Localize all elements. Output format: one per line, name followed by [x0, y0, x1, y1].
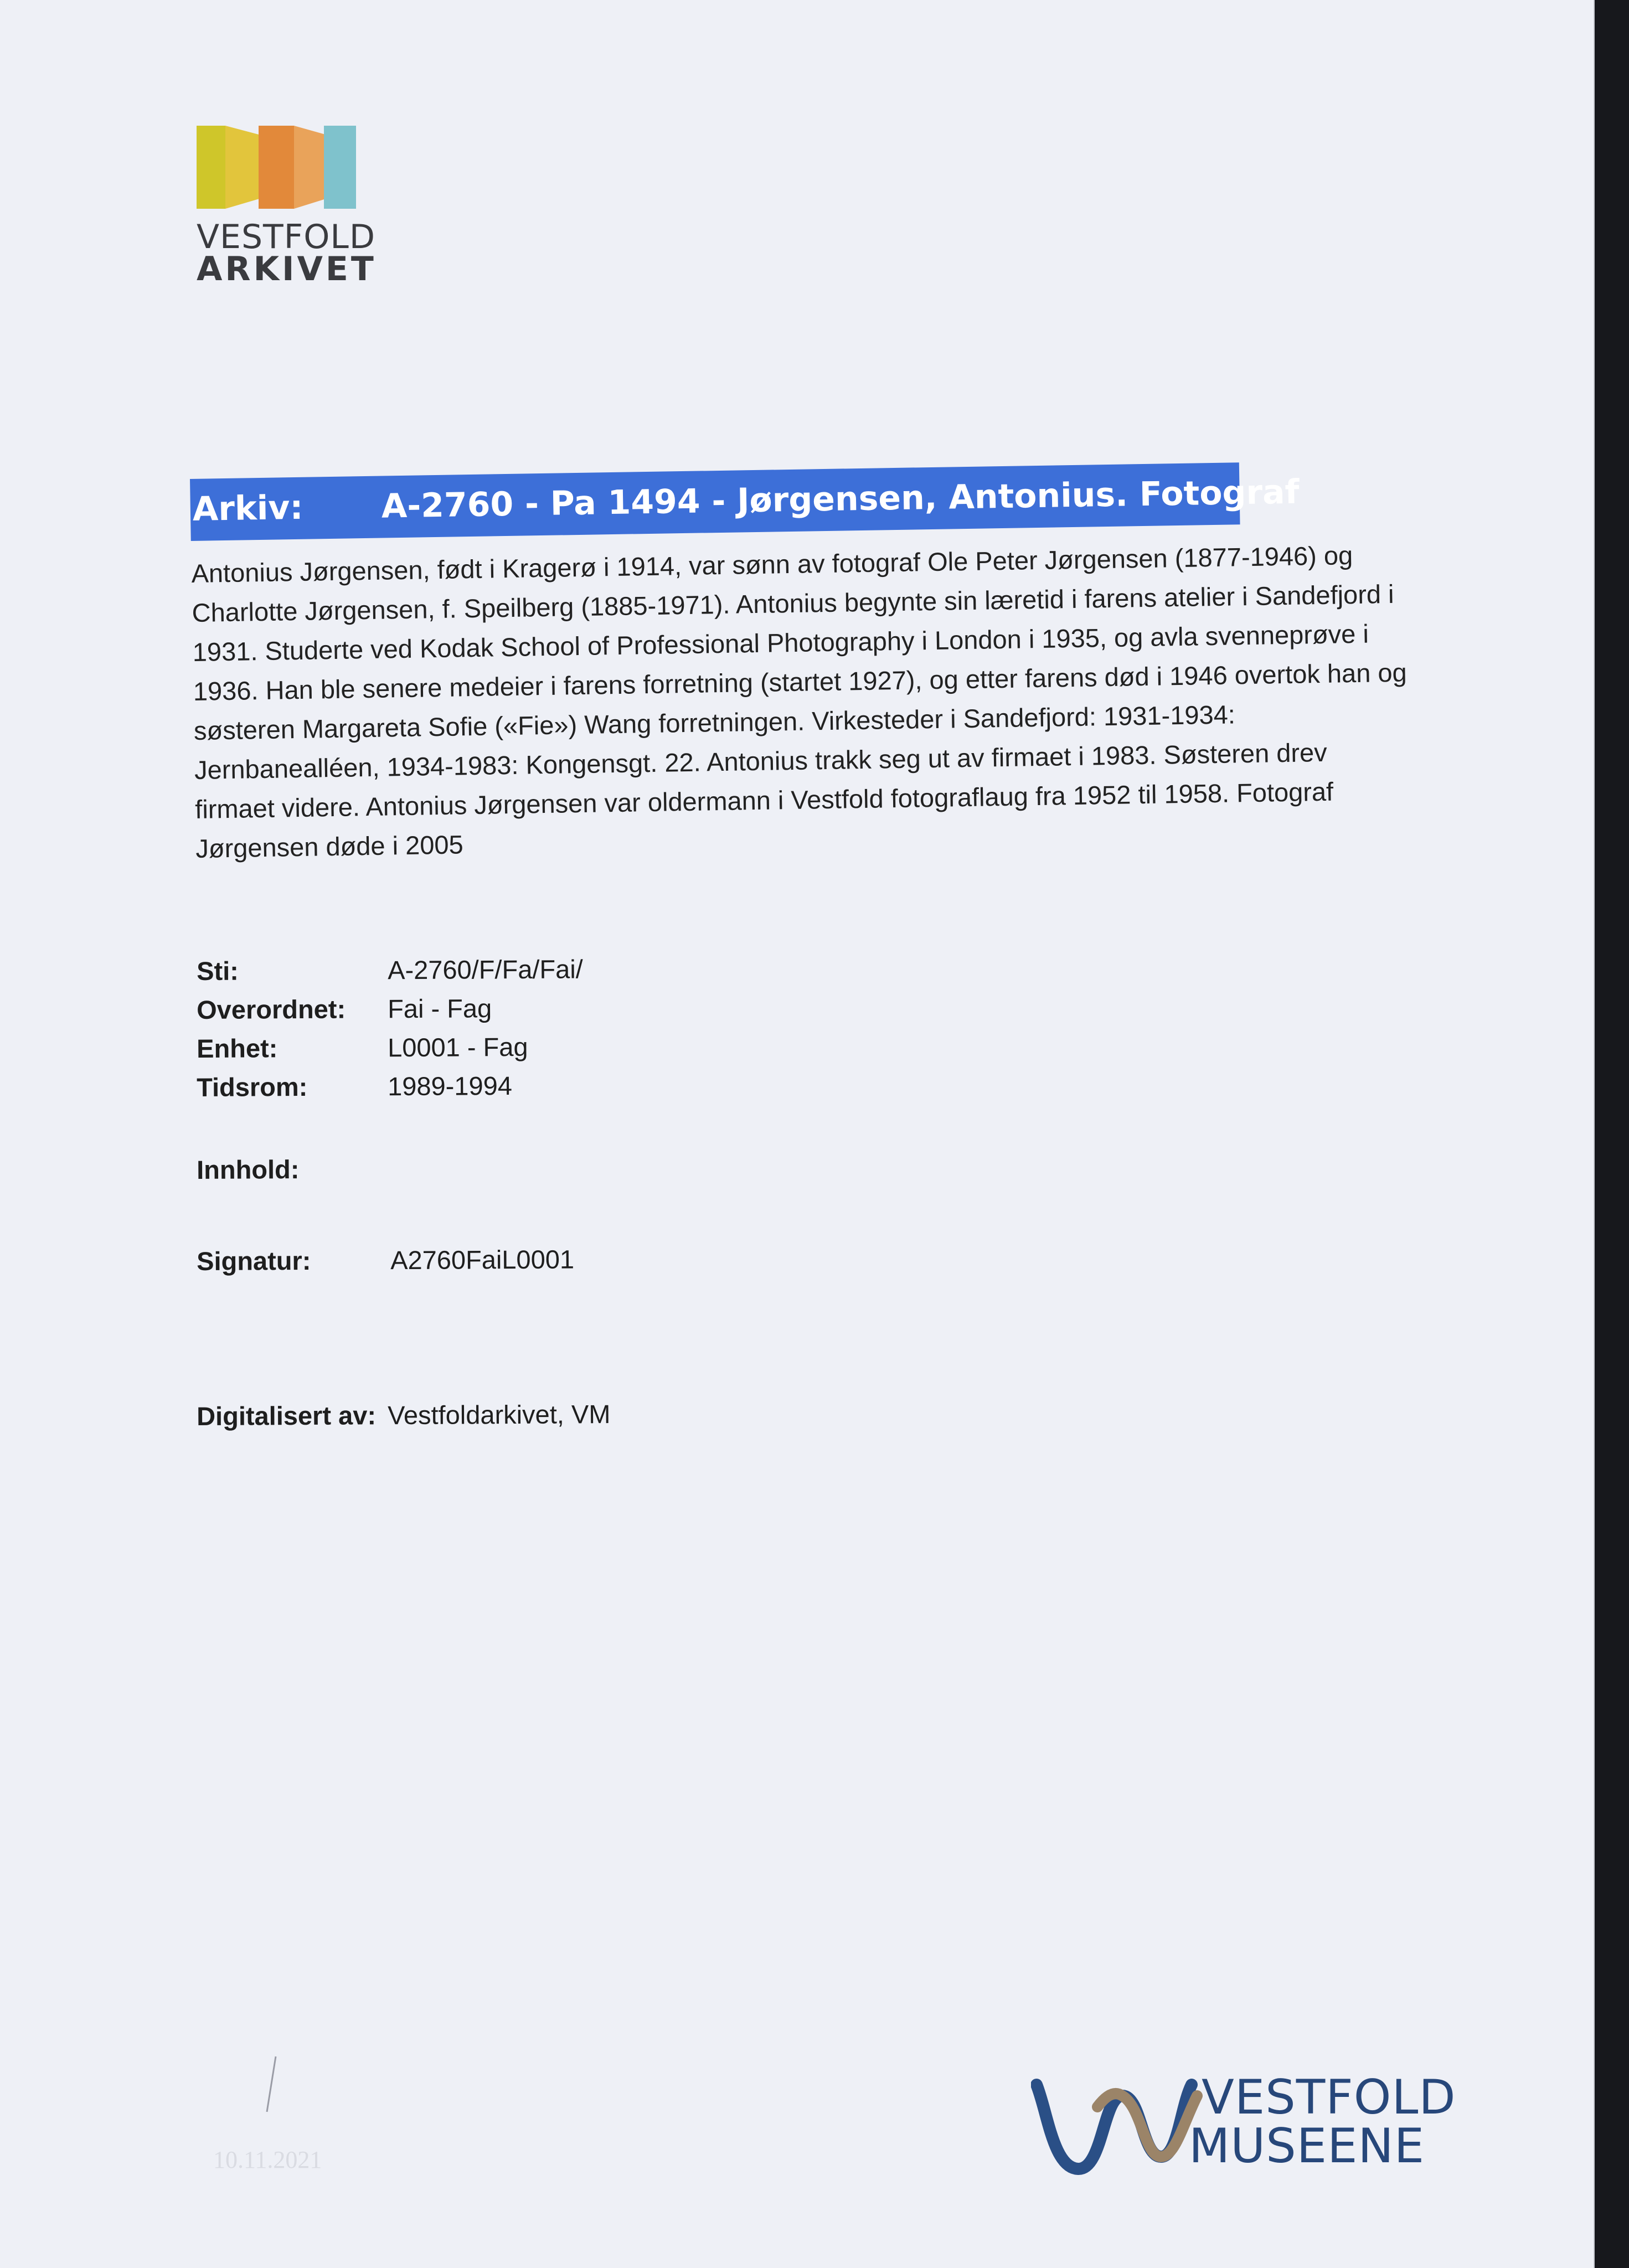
- logo-museene-text: MUSEENE: [1189, 2118, 1425, 2174]
- field-label: Overordnet:: [197, 994, 346, 1024]
- field-label: Innhold:: [197, 1154, 300, 1184]
- logo-line1: VESTFOLD: [197, 218, 376, 256]
- archive-description: Antonius Jørgensen, født i Kragerø i 1914, var sønn av fotograf Ole Peter Jørgensen (1877-1946) og Charlotte Jørgensen, f. Speilberg (1885-1971). Antonius begynte sin læretid i farens atelier i Sandefjord i 1931. Studerte ved Kodak School of Professional Photography i London i 1935, og avla svenneprøve i 1936. Han ble senere medeier i farens forretning (startet 1927), og etter farens død i 1946 overtok han og søsteren Margareta Sofie («Fie») Wang forretningen. Virkesteder i Sandefjord: 1931-1934: Jernbanealléen, 1934-1983: Kongensgt. 22. Antonius trakk seg ut av firmaet i 1983. Søsteren drev firmaet videre. Antonius Jørgensen var oldermann i Vestfold fotograflaug fra 1952 til 1958. Fotograf Jørgensen døde i 2005: [191, 540, 1408, 863]
- logo-bars-icon: [197, 125, 363, 213]
- field-value: Vestfoldarkivet, VM: [388, 1399, 611, 1430]
- archive-label: Arkiv:: [192, 488, 303, 529]
- logo-vestfold-text: VESTFOLD: [1202, 2070, 1456, 2125]
- vestfold-museene-logo: [1031, 2070, 1456, 2179]
- date-stamp: 10.11.2021: [213, 2146, 322, 2173]
- field-value: A-2760/F/Fa/Fai/: [388, 954, 583, 985]
- pen-mark-icon: [260, 2054, 282, 2115]
- field-label: Tidsrom:: [197, 1071, 308, 1102]
- field-label: Sti:: [197, 956, 239, 986]
- vestfold-arkivet-logo: [197, 125, 377, 291]
- wave-logo-icon: [1031, 2074, 1214, 2179]
- archive-value: A-2760 - Pa 1494 - Jørgensen, Antonius. Fotograf: [381, 472, 1300, 526]
- field-value: Fai - Fag: [388, 993, 492, 1024]
- field-value: 1989-1994: [388, 1071, 513, 1101]
- field-label: Signatur:: [197, 1245, 311, 1276]
- field-value: L0001 - Fag: [388, 1032, 528, 1063]
- archive-title-bar: [190, 462, 1300, 541]
- field-label: Enhet:: [197, 1033, 278, 1063]
- field-value: A2760FaiL0001: [390, 1244, 575, 1275]
- logo-line2: ARKIVET: [197, 250, 377, 288]
- field-label: Digitalisert av:: [197, 1400, 377, 1431]
- scan-background-edge: [1595, 0, 1629, 2268]
